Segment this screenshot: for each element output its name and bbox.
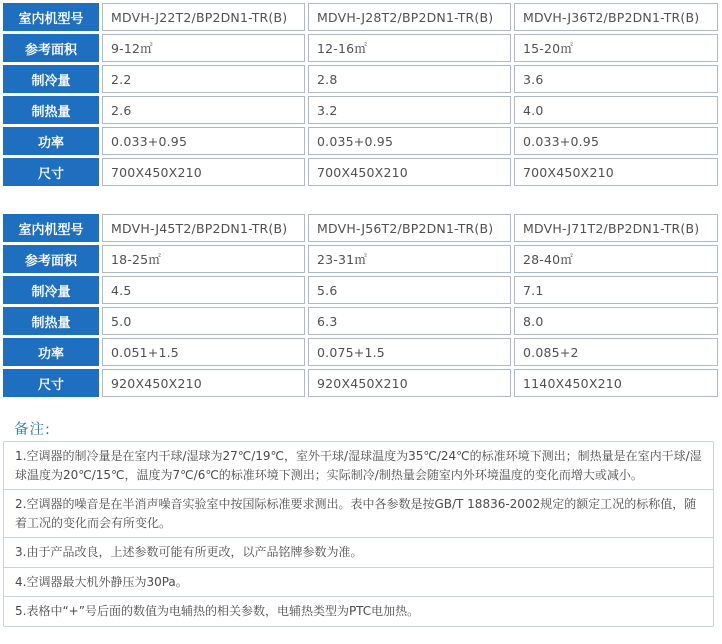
size-cell: 920X450X210: [308, 369, 511, 397]
heating-cell: 8.0: [514, 307, 718, 335]
area-cell: 28-40㎡: [514, 245, 718, 273]
area-cell: 15-20㎡: [514, 34, 718, 62]
cooling-cell: 2.2: [102, 65, 305, 93]
row-label-heating: 制热量: [3, 307, 99, 335]
heating-cell: 5.0: [102, 307, 305, 335]
row-label-model: 室内机型号: [3, 3, 99, 31]
heating-cell: 3.2: [308, 96, 511, 124]
note-item: 4.空调器最大机外静压为30Pa。: [4, 568, 713, 598]
heating-cell: 4.0: [514, 96, 718, 124]
row-label-cooling: 制冷量: [3, 65, 99, 93]
model-cell: MDVH-J45T2/BP2DN1-TR(B): [102, 214, 305, 242]
row-label-cooling: 制冷量: [3, 276, 99, 304]
cooling-cell: 5.6: [308, 276, 511, 304]
heating-cell: 2.6: [102, 96, 305, 124]
area-cell: 9-12㎡: [102, 34, 305, 62]
size-cell: 920X450X210: [102, 369, 305, 397]
size-cell: 700X450X210: [514, 158, 718, 186]
power-cell: 0.075+1.5: [308, 338, 511, 366]
model-cell: MDVH-J28T2/BP2DN1-TR(B): [308, 3, 511, 31]
row-label-power: 功率: [3, 338, 99, 366]
model-cell: MDVH-J56T2/BP2DN1-TR(B): [308, 214, 511, 242]
row-label-area: 参考面积: [3, 245, 99, 273]
size-cell: 700X450X210: [102, 158, 305, 186]
power-cell: 0.051+1.5: [102, 338, 305, 366]
note-item: 3.由于产品改良，上述参数可能有所更改，以产品铭牌参数为准。: [4, 538, 713, 568]
notes-title: 备注:: [14, 422, 51, 438]
spec-table-1: [3, 3, 718, 186]
cooling-cell: 4.5: [102, 276, 305, 304]
model-cell: MDVH-J36T2/BP2DN1-TR(B): [514, 3, 718, 31]
row-label-heating: 制热量: [3, 96, 99, 124]
note-item: 2.空调器的噪音是在半消声噪音实验室中按国际标准要求测出。表中各参数是按GB/T 18836-2002规定的额定工况的标称值，随着工况的变化而会有所变化。: [4, 490, 713, 538]
cooling-cell: 2.8: [308, 65, 511, 93]
area-cell: 12-16㎡: [308, 34, 511, 62]
model-cell: MDVH-J71T2/BP2DN1-TR(B): [514, 214, 718, 242]
power-cell: 0.085+2: [514, 338, 718, 366]
row-label-size: 尺寸: [3, 369, 99, 397]
power-cell: 0.033+0.95: [514, 127, 718, 155]
size-cell: 700X450X210: [308, 158, 511, 186]
spec-table-2: [3, 214, 718, 397]
note-item: 5.表格中“+”号后面的数值为电辅热的相关参数，电辅热类型为PTC电加热。: [15, 604, 420, 618]
power-cell: 0.035+0.95: [308, 127, 511, 155]
size-cell: 1140X450X210: [514, 369, 718, 397]
cooling-cell: 3.6: [514, 65, 718, 93]
row-label-power: 功率: [3, 127, 99, 155]
row-label-size: 尺寸: [3, 158, 99, 186]
row-label-area: 参考面积: [3, 34, 99, 62]
model-cell: MDVH-J22T2/BP2DN1-TR(B): [102, 3, 305, 31]
cooling-cell: 7.1: [514, 276, 718, 304]
area-cell: 18-25㎡: [102, 245, 305, 273]
row-label-model: 室内机型号: [3, 214, 99, 242]
note-item: 1.空调器的制冷量是在室内干球/湿球为27℃/19℃，室外干球/湿球温度为35℃/24℃的标准环境下测出；制热量是在室内干球/湿球温度为20℃/15℃，温度为7℃/6℃的标准环境下测出；实际制冷/制热量会随室内外环境温度的变化而增大或减小。: [4, 442, 713, 490]
power-cell: 0.033+0.95: [102, 127, 305, 155]
notes-box: [3, 441, 714, 627]
area-cell: 23-31㎡: [308, 245, 511, 273]
heating-cell: 6.3: [308, 307, 511, 335]
